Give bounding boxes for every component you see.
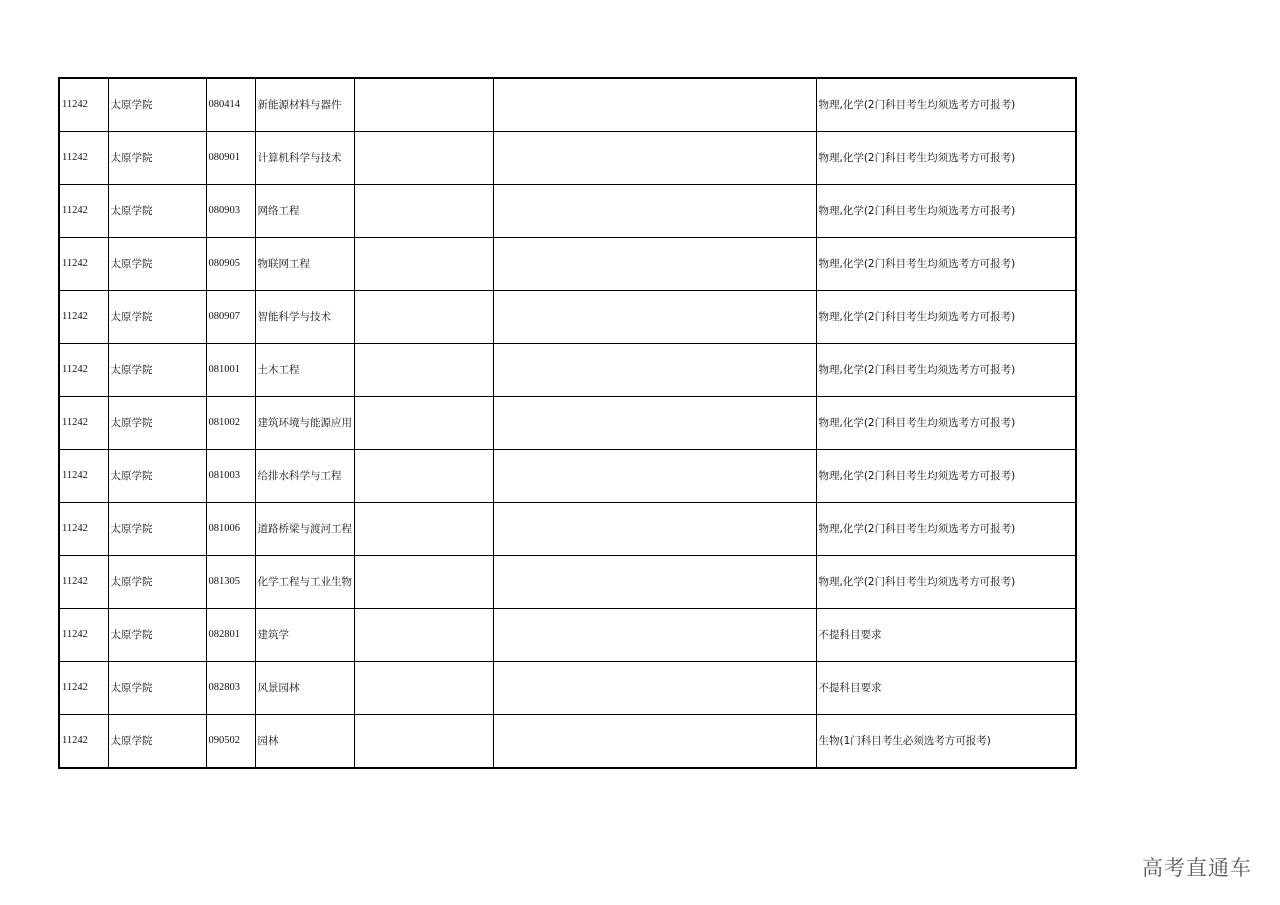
subject-requirement-cell: 物理,化学(2门科目考生均须选考方可报考) bbox=[816, 556, 1076, 609]
major-code-cell: 080414 bbox=[206, 78, 255, 132]
major-name-cell: 建筑环境与能源应用 bbox=[255, 397, 354, 450]
institution-code-cell: 11242 bbox=[59, 238, 108, 291]
major-name-cell: 建筑学 bbox=[255, 609, 354, 662]
major-code-cell: 080901 bbox=[206, 132, 255, 185]
blank-cell bbox=[354, 556, 493, 609]
major-code-cell: 090502 bbox=[206, 715, 255, 769]
institution-name-cell: 太原学院 bbox=[108, 291, 206, 344]
table-row bbox=[59, 344, 1076, 397]
blank-cell bbox=[493, 291, 816, 344]
table-row bbox=[59, 185, 1076, 238]
institution-code-cell: 11242 bbox=[59, 609, 108, 662]
blank-cell bbox=[354, 238, 493, 291]
blank-cell bbox=[493, 662, 816, 715]
table-row bbox=[59, 291, 1076, 344]
institution-name-cell: 太原学院 bbox=[108, 78, 206, 132]
major-name-cell: 给排水科学与工程 bbox=[255, 450, 354, 503]
blank-cell bbox=[493, 556, 816, 609]
subject-requirement-cell: 不提科目要求 bbox=[816, 662, 1076, 715]
blank-cell bbox=[354, 132, 493, 185]
subject-requirement-cell: 物理,化学(2门科目考生均须选考方可报考) bbox=[816, 185, 1076, 238]
table-row bbox=[59, 78, 1076, 132]
institution-name-cell: 太原学院 bbox=[108, 397, 206, 450]
institution-name-cell: 太原学院 bbox=[108, 185, 206, 238]
major-name-cell: 智能科学与技术 bbox=[255, 291, 354, 344]
major-code-cell: 081002 bbox=[206, 397, 255, 450]
institution-code-cell: 11242 bbox=[59, 556, 108, 609]
blank-cell bbox=[493, 344, 816, 397]
institution-name-cell: 太原学院 bbox=[108, 662, 206, 715]
subject-requirement-cell: 物理,化学(2门科目考生均须选考方可报考) bbox=[816, 291, 1076, 344]
institution-name-cell: 太原学院 bbox=[108, 344, 206, 397]
institution-code-cell: 11242 bbox=[59, 132, 108, 185]
institution-name-cell: 太原学院 bbox=[108, 556, 206, 609]
blank-cell bbox=[493, 185, 816, 238]
table-row bbox=[59, 238, 1076, 291]
major-name-cell: 新能源材料与器件 bbox=[255, 78, 354, 132]
institution-name-cell: 太原学院 bbox=[108, 503, 206, 556]
major-name-cell: 风景园林 bbox=[255, 662, 354, 715]
institution-name-cell: 太原学院 bbox=[108, 715, 206, 769]
table-row bbox=[59, 503, 1076, 556]
major-code-cell: 080903 bbox=[206, 185, 255, 238]
institution-code-cell: 11242 bbox=[59, 291, 108, 344]
watermark-text: 高考直通车 bbox=[1142, 856, 1252, 880]
institution-code-cell: 11242 bbox=[59, 450, 108, 503]
blank-cell bbox=[354, 185, 493, 238]
subject-requirement-cell: 物理,化学(2门科目考生均须选考方可报考) bbox=[816, 238, 1076, 291]
subject-requirement-cell: 物理,化学(2门科目考生均须选考方可报考) bbox=[816, 78, 1076, 132]
blank-cell bbox=[493, 78, 816, 132]
major-name-cell: 土木工程 bbox=[255, 344, 354, 397]
subject-requirement-cell: 生物(1门科目考生必须选考方可报考) bbox=[816, 715, 1076, 769]
blank-cell bbox=[493, 503, 816, 556]
blank-cell bbox=[354, 344, 493, 397]
institution-code-cell: 11242 bbox=[59, 662, 108, 715]
blank-cell bbox=[493, 609, 816, 662]
institution-code-cell: 11242 bbox=[59, 344, 108, 397]
subject-requirement-cell: 不提科目要求 bbox=[816, 609, 1076, 662]
major-name-cell: 道路桥梁与渡河工程 bbox=[255, 503, 354, 556]
major-code-cell: 081003 bbox=[206, 450, 255, 503]
institution-code-cell: 11242 bbox=[59, 185, 108, 238]
table-row bbox=[59, 715, 1076, 769]
blank-cell bbox=[354, 397, 493, 450]
blank-cell bbox=[354, 78, 493, 132]
blank-cell bbox=[493, 238, 816, 291]
major-code-cell: 080907 bbox=[206, 291, 255, 344]
blank-cell bbox=[354, 450, 493, 503]
institution-name-cell: 太原学院 bbox=[108, 450, 206, 503]
institution-code-cell: 11242 bbox=[59, 78, 108, 132]
subject-requirement-cell: 物理,化学(2门科目考生均须选考方可报考) bbox=[816, 503, 1076, 556]
major-name-cell: 网络工程 bbox=[255, 185, 354, 238]
major-name-cell: 物联网工程 bbox=[255, 238, 354, 291]
table-row bbox=[59, 556, 1076, 609]
blank-cell bbox=[493, 132, 816, 185]
blank-cell bbox=[354, 291, 493, 344]
institution-code-cell: 11242 bbox=[59, 397, 108, 450]
subject-requirement-cell: 物理,化学(2门科目考生均须选考方可报考) bbox=[816, 132, 1076, 185]
major-code-cell: 081305 bbox=[206, 556, 255, 609]
subject-requirement-cell: 物理,化学(2门科目考生均须选考方可报考) bbox=[816, 450, 1076, 503]
institution-name-cell: 太原学院 bbox=[108, 132, 206, 185]
major-name-cell: 园林 bbox=[255, 715, 354, 769]
institution-code-cell: 11242 bbox=[59, 715, 108, 769]
table-body bbox=[59, 78, 1076, 768]
table-row bbox=[59, 609, 1076, 662]
institution-code-cell: 11242 bbox=[59, 503, 108, 556]
table-row bbox=[59, 132, 1076, 185]
table-row bbox=[59, 397, 1076, 450]
subject-requirements-table bbox=[58, 77, 1077, 769]
blank-cell bbox=[354, 503, 493, 556]
major-code-cell: 081001 bbox=[206, 344, 255, 397]
blank-cell bbox=[354, 609, 493, 662]
blank-cell bbox=[493, 397, 816, 450]
institution-name-cell: 太原学院 bbox=[108, 609, 206, 662]
blank-cell bbox=[354, 662, 493, 715]
major-code-cell: 081006 bbox=[206, 503, 255, 556]
major-code-cell: 082801 bbox=[206, 609, 255, 662]
table-row bbox=[59, 450, 1076, 503]
major-name-cell: 化学工程与工业生物 bbox=[255, 556, 354, 609]
blank-cell bbox=[354, 715, 493, 769]
institution-name-cell: 太原学院 bbox=[108, 238, 206, 291]
major-code-cell: 082803 bbox=[206, 662, 255, 715]
subject-requirement-cell: 物理,化学(2门科目考生均须选考方可报考) bbox=[816, 344, 1076, 397]
table-row bbox=[59, 662, 1076, 715]
blank-cell bbox=[493, 715, 816, 769]
major-name-cell: 计算机科学与技术 bbox=[255, 132, 354, 185]
subject-requirement-cell: 物理,化学(2门科目考生均须选考方可报考) bbox=[816, 397, 1076, 450]
blank-cell bbox=[493, 450, 816, 503]
major-code-cell: 080905 bbox=[206, 238, 255, 291]
